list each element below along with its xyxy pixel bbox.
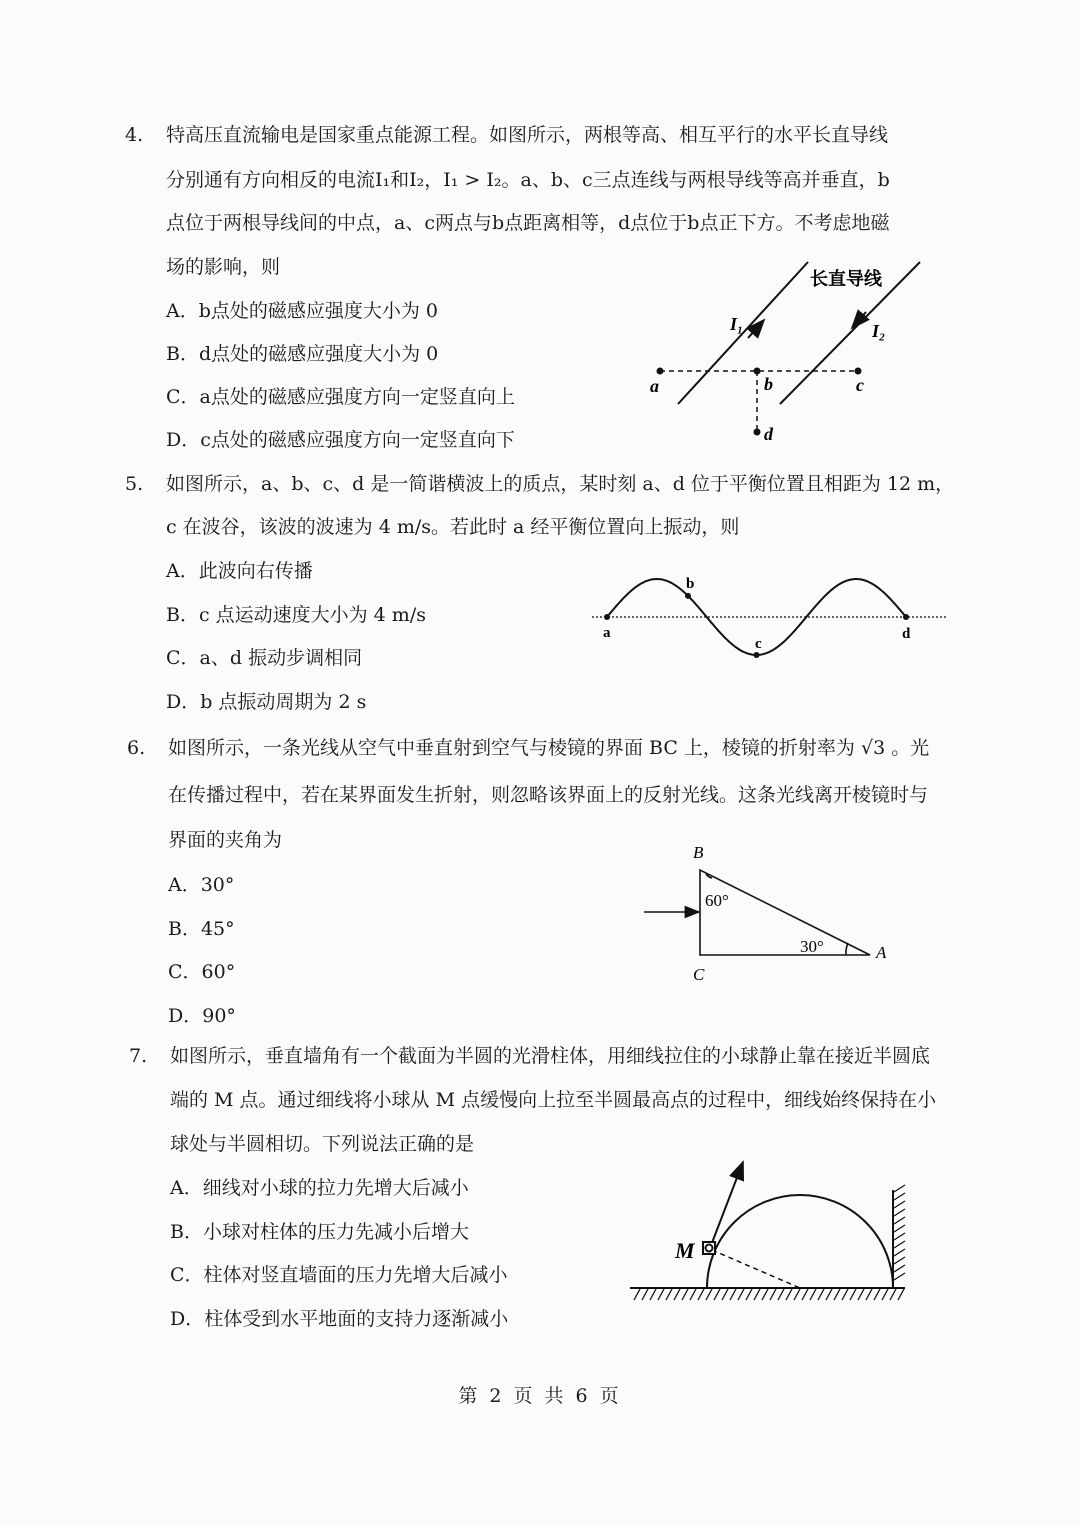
ground-hatch — [786, 1289, 792, 1300]
point-d-label: d — [764, 424, 773, 444]
q6-option-b: B．45° — [168, 918, 235, 940]
point-b-label: b — [764, 374, 773, 394]
q4-option-a: A．b点处的磁感应强度大小为 0 — [166, 300, 439, 322]
wall-hatch — [894, 1257, 905, 1264]
i1-label: I₁ — [730, 314, 744, 334]
q5-stem-line: c 在波谷，该波的波速为 4 m/s。若此时 a 经平衡位置向上振动，则 — [166, 516, 740, 538]
ground-hatch — [794, 1289, 800, 1300]
ground-hatch — [882, 1289, 888, 1300]
ground-hatch — [770, 1289, 776, 1300]
vertex-b-label: B — [693, 843, 704, 862]
point-c-label: c — [856, 375, 864, 395]
wall-hatch — [894, 1265, 905, 1272]
q7-stem-line: 如图所示，垂直墙角有一个截面为半圆的光滑柱体，用细线拉住的小球静止靠在接近半圆底 — [170, 1045, 931, 1067]
ground-hatch — [690, 1289, 696, 1300]
ground-hatch — [642, 1289, 648, 1300]
ground-hatch — [714, 1289, 720, 1300]
ground-hatch — [634, 1289, 640, 1300]
q5-option-d: D．b 点振动周期为 2 s — [166, 691, 367, 713]
ground-hatch — [674, 1289, 680, 1300]
q7-option-b: B．小球对柱体的压力先减小后增大 — [170, 1221, 469, 1243]
ground-hatch — [874, 1289, 880, 1300]
wall-hatch — [894, 1249, 905, 1256]
wall-hatch — [894, 1201, 905, 1208]
q6-prism-figure — [644, 870, 870, 955]
wall-hatch — [894, 1241, 905, 1248]
ground-hatch — [722, 1289, 728, 1300]
angle-a-label: 30° — [800, 937, 824, 956]
q6-stem-line: 如图所示，一条光线从空气中垂直射到空气与棱镜的界面 BC 上，棱镜的折射率为 √3 。光 — [168, 737, 930, 759]
q4-stem-line: 分别通有方向相反的电流I₁和I₂，I₁ > I₂。a、b、c三点连线与两根导线等高并垂直，b — [166, 169, 890, 191]
wave-b-label: b — [686, 576, 695, 592]
ground-hatch — [682, 1289, 688, 1300]
ground-hatch — [810, 1289, 816, 1300]
ground-hatch — [802, 1289, 808, 1300]
ground-hatch — [890, 1289, 896, 1300]
ground-hatch — [866, 1289, 872, 1300]
q5-wave-figure — [592, 579, 946, 658]
point-a-label: a — [650, 376, 659, 396]
ground-hatch — [706, 1289, 712, 1300]
ground-hatch — [850, 1289, 856, 1300]
angle-b-label: 60° — [705, 891, 729, 910]
ground-hatch — [762, 1289, 768, 1300]
ground-hatch — [826, 1289, 832, 1300]
q7-option-a: A．细线对小球的拉力先增大后减小 — [170, 1177, 469, 1199]
q7-number: 7. — [129, 1045, 148, 1067]
radius-dashed — [712, 1250, 800, 1288]
q6-stem-line: 在传播过程中，若在某界面发生折射，则忽略该界面上的反射光线。这条光线离开棱镜时与 — [168, 784, 929, 806]
q7-stem-line: 球处与半圆相切。下列说法正确的是 — [170, 1133, 475, 1155]
point-m-label: M — [675, 1238, 695, 1263]
q5-number: 5. — [125, 473, 144, 495]
ground-hatch — [746, 1289, 752, 1300]
i1-arrow — [748, 320, 764, 338]
q4-option-c: C．a点处的磁感应强度方向一定竖直向上 — [166, 386, 515, 408]
q4-stem-line: 特高压直流输电是国家重点能源工程。如图所示，两根等高、相互平行的水平长直导线 — [166, 124, 889, 146]
ground-hatch — [858, 1289, 864, 1300]
wall-hatch — [894, 1233, 905, 1240]
q5-option-b: B．c 点运动速度大小为 4 m/s — [166, 604, 426, 626]
q4-option-d: D．c点处的磁感应强度方向一定竖直向下 — [166, 429, 515, 451]
semicircle — [707, 1195, 893, 1288]
ground-hatch — [818, 1289, 824, 1300]
ground-hatch — [730, 1289, 736, 1300]
wave-d-label: d — [902, 626, 911, 642]
q4-stem-line: 点位于两根导线间的中点，a、c两点与b点距离相等，d点位于b点正下方。不考虑地磁 — [166, 212, 890, 234]
ground-hatch — [658, 1289, 664, 1300]
vertex-a-label: A — [876, 943, 887, 962]
wall-hatch — [894, 1185, 905, 1192]
ground-hatch — [834, 1289, 840, 1300]
q5-option-a: A．此波向右传播 — [166, 560, 313, 582]
ground-hatch — [666, 1289, 672, 1300]
q6-option-c: C．60° — [168, 961, 236, 983]
q6-number: 6. — [127, 737, 146, 759]
wall-hatch — [894, 1217, 905, 1224]
page-footer: 第 2 页 共 6 页 — [458, 1385, 622, 1407]
q6-stem-line: 界面的夹角为 — [168, 829, 283, 851]
ground-hatch — [778, 1289, 784, 1300]
vertex-c-label: C — [693, 965, 705, 984]
wall-hatch — [894, 1209, 905, 1216]
q4-stem-line: 场的影响，则 — [166, 256, 281, 278]
q6-option-a: A．30° — [168, 874, 235, 896]
wave-c-label: c — [755, 636, 762, 652]
ground-hatch — [698, 1289, 704, 1300]
q4-number: 4. — [125, 124, 144, 146]
string-arrow — [710, 1162, 743, 1248]
wall-hatch — [894, 1273, 905, 1280]
q7-option-d: D．柱体受到水平地面的支持力逐渐减小 — [170, 1308, 509, 1330]
q5-stem-line: 如图所示，a、b、c、d 是一简谐横波上的质点，某时刻 a、d 位于平衡位置且相距为 12 m， — [166, 473, 955, 495]
ground-hatch — [738, 1289, 744, 1300]
ground-hatch — [898, 1289, 904, 1300]
wire-label: 长直导线 — [810, 269, 882, 290]
q7-semicylinder-figure — [630, 1162, 905, 1300]
wall-hatch — [894, 1225, 905, 1232]
q5-option-c: C．a、d 振动步调相同 — [166, 647, 363, 669]
q6-option-d: D．90° — [168, 1005, 236, 1027]
ground-hatch — [650, 1289, 656, 1300]
q4-option-b: B．d点处的磁感应强度大小为 0 — [166, 343, 439, 365]
ground-hatch — [842, 1289, 848, 1300]
q7-option-c: C．柱体对竖直墙面的压力先增大后减小 — [170, 1264, 508, 1286]
wave-a-label: a — [603, 625, 611, 641]
wall-hatch — [894, 1193, 905, 1200]
i2-label: I₂ — [872, 321, 886, 341]
ground-hatch — [754, 1289, 760, 1300]
q7-stem-line: 端的 M 点。通过细线将小球从 M 点缓慢向上拉至半圆最高点的过程中，细线始终保持在小 — [170, 1089, 937, 1111]
